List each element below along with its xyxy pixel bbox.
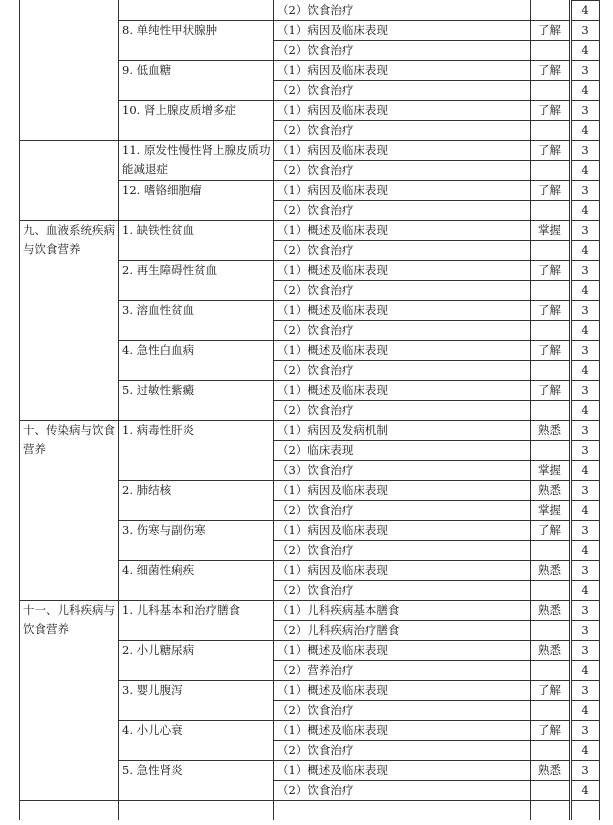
grade-level: 4 bbox=[581, 463, 589, 477]
row-divider bbox=[571, 0, 599, 1]
mastery-level: 了解 bbox=[538, 523, 561, 537]
subtopic-text: （1）概述及临床表现 bbox=[277, 643, 388, 657]
mastery-level: 了解 bbox=[538, 103, 561, 117]
mastery-level: 了解 bbox=[538, 263, 561, 277]
topic-name: 1. 病毒性肝炎 bbox=[122, 423, 195, 437]
mastery-level: 熟悉 bbox=[538, 563, 561, 577]
subtopic-text: （2）饮食治疗 bbox=[277, 403, 354, 417]
subtopic-text: （1）概述及临床表现 bbox=[277, 343, 388, 357]
topic-name: 4. 急性白血病 bbox=[122, 343, 195, 357]
grade-level: 3 bbox=[581, 63, 589, 77]
topic-name: 10. 肾上腺皮质增多症 bbox=[122, 103, 236, 117]
row-divider bbox=[530, 620, 569, 621]
row-divider bbox=[530, 660, 569, 661]
topic-name: 1. 缺铁性贫血 bbox=[122, 223, 195, 237]
grade-level: 4 bbox=[581, 363, 589, 377]
row-divider bbox=[530, 200, 569, 201]
mastery-level: 了解 bbox=[538, 383, 561, 397]
subtopic-text: （2）饮食治疗 bbox=[277, 363, 354, 377]
grade-level: 4 bbox=[581, 123, 589, 137]
subtopic-text: （1）病因及发病机制 bbox=[277, 423, 388, 437]
section-title: 九、血液系统疾病与饮食营养 bbox=[23, 223, 115, 256]
grade-level: 3 bbox=[581, 223, 589, 237]
subtopic-text: （1）概述及临床表现 bbox=[277, 383, 388, 397]
row-divider bbox=[19, 800, 569, 801]
subtopic-text: （2）饮食治疗 bbox=[277, 123, 354, 137]
row-divider bbox=[530, 320, 569, 321]
subtopic-text: （2）饮食治疗 bbox=[277, 283, 354, 297]
mastery-level: 熟悉 bbox=[538, 483, 561, 497]
row-divider bbox=[530, 160, 569, 161]
subtopic-text: （1）病因及临床表现 bbox=[277, 143, 388, 157]
grade-level: 3 bbox=[581, 523, 589, 537]
grade-level: 3 bbox=[581, 483, 589, 497]
subtopic-text: （1）概述及临床表现 bbox=[277, 763, 388, 777]
topic-name: 8. 单纯性甲状腺肿 bbox=[122, 23, 218, 37]
row-divider bbox=[530, 780, 569, 781]
grade-level: 4 bbox=[581, 783, 589, 797]
grade-level: 4 bbox=[581, 503, 589, 517]
grade-level: 3 bbox=[581, 623, 589, 637]
grade-level: 4 bbox=[581, 403, 589, 417]
subtopic-text: （1）病因及临床表现 bbox=[277, 483, 388, 497]
subtopic-text: （1）病因及临床表现 bbox=[277, 183, 388, 197]
grade-level: 4 bbox=[581, 543, 589, 557]
subtopic-text: （2）饮食治疗 bbox=[277, 503, 354, 517]
subtopic-text: （3）饮食治疗 bbox=[277, 463, 354, 477]
subtopic-text: （1）病因及临床表现 bbox=[277, 23, 388, 37]
row-divider bbox=[530, 80, 569, 81]
topic-name: 3. 伤寒与副伤寒 bbox=[122, 523, 206, 537]
topic-name: 11. 原发性慢性肾上腺皮质功能减退症 bbox=[122, 143, 271, 176]
grade-level: 3 bbox=[581, 763, 589, 777]
section-title: 十一、儿科疾病与饮食营养 bbox=[23, 603, 115, 636]
topic-name: 3. 婴儿腹泻 bbox=[122, 683, 183, 697]
subtopic-text: （2）饮食治疗 bbox=[277, 783, 354, 797]
grade-level: 4 bbox=[581, 83, 589, 97]
topic-name: 2. 肺结核 bbox=[122, 483, 172, 497]
grade-level: 3 bbox=[581, 563, 589, 577]
mastery-level: 熟悉 bbox=[538, 643, 561, 657]
subtopic-text: （1）病因及临床表现 bbox=[277, 103, 388, 117]
subtopic-text: （1）概述及临床表现 bbox=[277, 723, 388, 737]
grade-level: 3 bbox=[581, 263, 589, 277]
subtopic-text: （2）饮食治疗 bbox=[277, 323, 354, 337]
mastery-level: 了解 bbox=[538, 63, 561, 77]
grade-level: 4 bbox=[581, 203, 589, 217]
mastery-level: 了解 bbox=[538, 143, 561, 157]
grade-level: 4 bbox=[581, 3, 589, 17]
grade-level: 3 bbox=[581, 383, 589, 397]
topic-name: 4. 小儿心衰 bbox=[122, 723, 183, 737]
row-divider bbox=[571, 800, 599, 801]
subtopic-text: （2）饮食治疗 bbox=[277, 743, 354, 757]
mastery-level: 掌握 bbox=[538, 463, 561, 477]
mastery-level: 熟悉 bbox=[538, 763, 561, 777]
grade-level: 4 bbox=[581, 663, 589, 677]
column-divider bbox=[599, 0, 600, 820]
topic-name: 1. 儿科基本和治疗膳食 bbox=[122, 603, 241, 617]
subtopic-text: （1）概述及临床表现 bbox=[277, 303, 388, 317]
subtopic-text: （2）营养治疗 bbox=[277, 663, 354, 677]
grade-level: 3 bbox=[581, 23, 589, 37]
mastery-level: 了解 bbox=[538, 23, 561, 37]
mastery-level: 熟悉 bbox=[538, 603, 561, 617]
column-divider bbox=[569, 0, 570, 820]
row-divider bbox=[530, 540, 569, 541]
topic-name: 4. 细菌性痢疾 bbox=[122, 563, 195, 577]
topic-name: 2. 再生障碍性贫血 bbox=[122, 263, 218, 277]
row-divider bbox=[530, 740, 569, 741]
grade-level: 4 bbox=[581, 743, 589, 757]
grade-level: 3 bbox=[581, 183, 589, 197]
subtopic-text: （1）概述及临床表现 bbox=[277, 223, 388, 237]
grade-level: 4 bbox=[581, 243, 589, 257]
subtopic-text: （2）饮食治疗 bbox=[277, 3, 354, 17]
mastery-level: 了解 bbox=[538, 303, 561, 317]
grade-level: 4 bbox=[581, 323, 589, 337]
row-divider bbox=[530, 440, 569, 441]
subtopic-text: （1）病因及临床表现 bbox=[277, 63, 388, 77]
mastery-level: 熟悉 bbox=[538, 423, 561, 437]
mastery-level: 了解 bbox=[538, 723, 561, 737]
subtopic-text: （2）饮食治疗 bbox=[277, 163, 354, 177]
mastery-level: 掌握 bbox=[538, 223, 561, 237]
row-divider bbox=[530, 700, 569, 701]
subtopic-text: （2）饮食治疗 bbox=[277, 543, 354, 557]
column-divider bbox=[530, 0, 531, 820]
topic-name: 5. 过敏性紫癜 bbox=[122, 383, 195, 397]
topic-name: 9. 低血糖 bbox=[122, 63, 172, 77]
grade-level: 3 bbox=[581, 143, 589, 157]
grade-level: 4 bbox=[581, 163, 589, 177]
grade-level: 3 bbox=[581, 443, 589, 457]
topic-name: 3. 溶血性贫血 bbox=[122, 303, 195, 317]
grade-level: 3 bbox=[581, 343, 589, 357]
subtopic-text: （1）概述及临床表现 bbox=[277, 683, 388, 697]
subtopic-text: （1）儿科疾病基本膳食 bbox=[277, 603, 400, 617]
grade-level: 3 bbox=[581, 683, 589, 697]
mastery-level: 了解 bbox=[538, 683, 561, 697]
grade-level: 3 bbox=[581, 303, 589, 317]
row-divider bbox=[530, 360, 569, 361]
topic-name: 12. 嗜铬细胞瘤 bbox=[122, 183, 202, 197]
subtopic-text: （2）饮食治疗 bbox=[277, 583, 354, 597]
mastery-level: 掌握 bbox=[538, 503, 561, 517]
grade-level: 3 bbox=[581, 423, 589, 437]
mastery-level: 了解 bbox=[538, 183, 561, 197]
topic-name: 2. 小儿糖尿病 bbox=[122, 643, 195, 657]
grade-level: 3 bbox=[581, 603, 589, 617]
section-title: 十、传染病与饮食营养 bbox=[23, 423, 115, 456]
subtopic-text: （2）饮食治疗 bbox=[277, 703, 354, 717]
row-divider bbox=[530, 580, 569, 581]
topic-name: 5. 急性肾炎 bbox=[122, 763, 183, 777]
grade-level: 4 bbox=[581, 703, 589, 717]
grade-level: 3 bbox=[581, 723, 589, 737]
grade-level: 4 bbox=[581, 583, 589, 597]
row-divider bbox=[530, 280, 569, 281]
grade-level: 4 bbox=[581, 43, 589, 57]
row-divider bbox=[530, 40, 569, 41]
row-divider bbox=[530, 240, 569, 241]
grade-level: 3 bbox=[581, 643, 589, 657]
subtopic-text: （2）饮食治疗 bbox=[277, 43, 354, 57]
mastery-level: 了解 bbox=[538, 343, 561, 357]
row-divider bbox=[530, 120, 569, 121]
column-divider bbox=[273, 0, 274, 820]
subtopic-text: （2）饮食治疗 bbox=[277, 203, 354, 217]
subtopic-text: （2）饮食治疗 bbox=[277, 243, 354, 257]
subtopic-text: （2）儿科疾病治疗膳食 bbox=[277, 623, 400, 637]
grade-level: 4 bbox=[581, 283, 589, 297]
grade-level: 3 bbox=[581, 103, 589, 117]
subtopic-text: （1）概述及临床表现 bbox=[277, 263, 388, 277]
row-divider bbox=[530, 400, 569, 401]
column-divider bbox=[19, 0, 20, 820]
column-divider bbox=[118, 0, 119, 820]
subtopic-text: （2）饮食治疗 bbox=[277, 83, 354, 97]
subtopic-text: （1）病因及临床表现 bbox=[277, 523, 388, 537]
subtopic-text: （2）临床表现 bbox=[277, 443, 354, 457]
subtopic-text: （1）病因及临床表现 bbox=[277, 563, 388, 577]
